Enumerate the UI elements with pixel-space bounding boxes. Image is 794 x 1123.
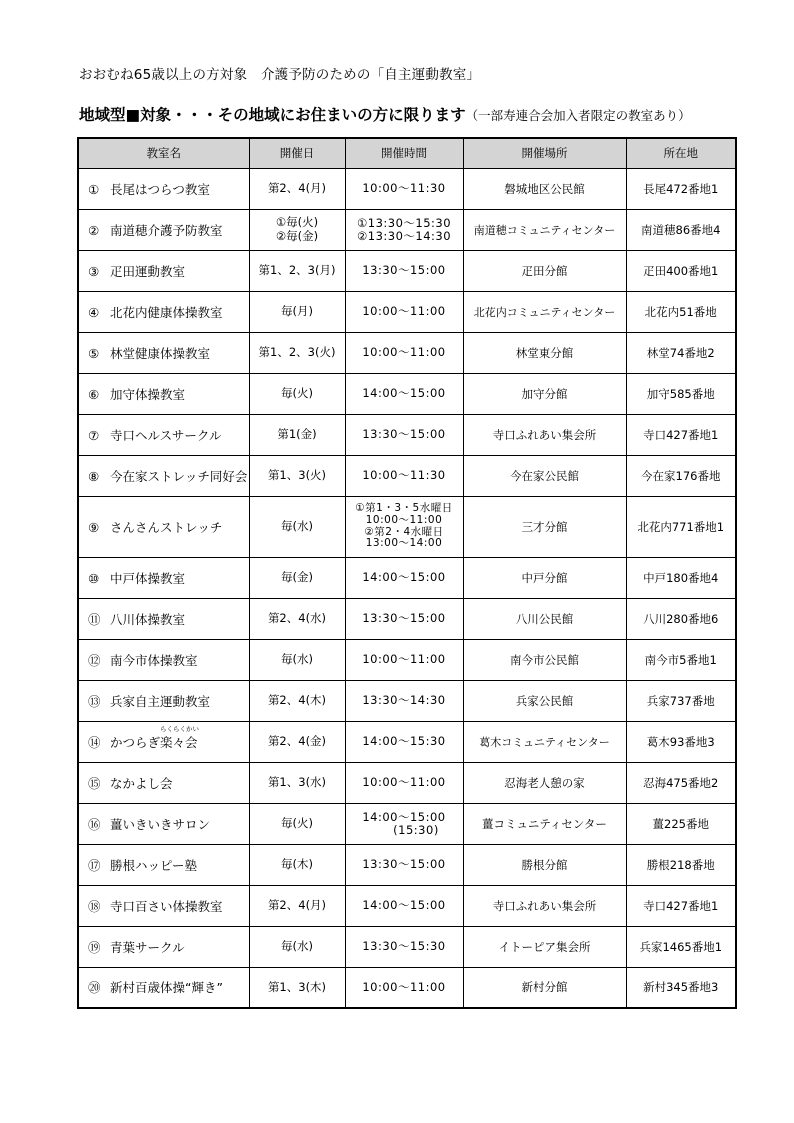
place-cell: 寺口ふれあい集会所: [463, 885, 626, 926]
class-name-cell: [78, 639, 249, 680]
ruby-reading: らくらくかい: [160, 724, 200, 733]
class-name-cell: [78, 250, 249, 291]
address-cell: 北花内51番地: [626, 291, 736, 332]
place-cell: 寺口ふれあい集会所: [463, 414, 626, 455]
day-cell: 第1、3(火): [249, 455, 345, 496]
class-name-cell: [78, 414, 249, 455]
class-name-cell: [78, 496, 249, 557]
day-cell: 毎(水): [249, 496, 345, 557]
time-cell: 13:30～15:30: [345, 926, 463, 967]
place-cell: 葛木コミュニティセンター: [463, 721, 626, 762]
table-row: [78, 496, 736, 557]
row-number: ⑳: [88, 980, 101, 996]
address-cell: 加守585番地: [626, 373, 736, 414]
table-row: [78, 680, 736, 721]
place-cell: 北花内コミュニティセンター: [463, 291, 626, 332]
time-cell: 14:00～15:00: [345, 885, 463, 926]
place-cell: 兵家公民館: [463, 680, 626, 721]
day-cell: 毎(火): [249, 803, 345, 844]
table-row: [78, 598, 736, 639]
address-cell: 寺口427番地1: [626, 885, 736, 926]
header-place: 開催場所: [463, 138, 626, 168]
place-cell: 新村分館: [463, 967, 626, 1008]
row-number: ②: [88, 222, 100, 238]
place-cell: 疋田分館: [463, 250, 626, 291]
class-name: 南道穂介護予防教室: [110, 222, 223, 238]
time-cell: 10:00～11:30: [345, 455, 463, 496]
class-name-cell: [78, 967, 249, 1008]
row-number: ⑭: [88, 734, 101, 750]
time-cell: 14:00～15:00 (15:30): [345, 803, 463, 844]
address-cell: 勝根218番地: [626, 844, 736, 885]
day-cell: 第2、4(月): [249, 885, 345, 926]
class-name-cell: [78, 291, 249, 332]
class-name: 今在家ストレッチ同好会: [110, 468, 248, 484]
row-number: ⑯: [88, 816, 101, 832]
table-row: [78, 250, 736, 291]
address-cell: 寺口427番地1: [626, 414, 736, 455]
day-cell: 毎(水): [249, 926, 345, 967]
table-row: [78, 414, 736, 455]
time-cell: 14:00～15:00: [345, 557, 463, 598]
day-cell: 第2、4(木): [249, 680, 345, 721]
row-number: ⑬: [88, 693, 101, 709]
table-row: [78, 926, 736, 967]
address-cell: 兵家1465番地1: [626, 926, 736, 967]
row-number: ⑥: [88, 386, 100, 402]
place-cell: 中戸分館: [463, 557, 626, 598]
time-cell: ①第1・3・5水曜日 10:00～11:00 ②第2・4水曜日 13:00～14:00: [345, 496, 463, 557]
class-name-cell: [78, 332, 249, 373]
time-cell: 13:30～15:00: [345, 844, 463, 885]
table-row: [78, 373, 736, 414]
address-cell: 兵家737番地: [626, 680, 736, 721]
header-address: 所在地: [626, 138, 736, 168]
day-cell: 毎(月): [249, 291, 345, 332]
place-cell: 南道穂コミュニティセンター: [463, 209, 626, 250]
page-title: おおむね65歳以上の方対象 介護予防のための「自主運動教室」: [79, 67, 481, 83]
row-number: ①: [88, 181, 100, 197]
class-name: 寺口ヘルスサークル: [110, 427, 222, 443]
table-row: [78, 291, 736, 332]
table-row: [78, 762, 736, 803]
day-cell: 第2、4(金): [249, 721, 345, 762]
time-cell: 13:30～15:00: [345, 414, 463, 455]
row-number: ③: [88, 263, 100, 279]
class-name-cell: [78, 209, 249, 250]
class-name-cell: [78, 598, 249, 639]
day-cell: 毎(金): [249, 557, 345, 598]
row-number: ④: [88, 304, 100, 320]
day-cell: 第1、2、3(月): [249, 250, 345, 291]
row-number: ⑮: [88, 775, 101, 791]
row-number: ⑱: [88, 898, 101, 914]
address-cell: 八川280番地6: [626, 598, 736, 639]
address-cell: 林堂74番地2: [626, 332, 736, 373]
class-name-cell: [78, 926, 249, 967]
row-number: ⑪: [88, 611, 101, 627]
address-cell: 忍海475番地2: [626, 762, 736, 803]
class-name: 中戸体操教室: [110, 570, 186, 586]
address-cell: 疋田400番地1: [626, 250, 736, 291]
table-row: [78, 721, 736, 762]
time-cell: 14:00～15:00: [345, 373, 463, 414]
page-subtitle: [79, 103, 691, 125]
time-cell: 10:00～11:00: [345, 762, 463, 803]
class-name: 疋田運動教室: [110, 263, 186, 279]
place-cell: 林堂東分館: [463, 332, 626, 373]
row-number: ⑰: [88, 857, 101, 873]
place-cell: 八川公民館: [463, 598, 626, 639]
class-name-cell: [78, 455, 249, 496]
time-cell: 10:00～11:00: [345, 967, 463, 1008]
class-name: 長尾はつらつ教室: [110, 181, 210, 197]
class-name-cell: [78, 803, 249, 844]
ruby-base: 楽々会: [160, 734, 198, 750]
place-cell: 勝根分館: [463, 844, 626, 885]
time-cell: 13:30～15:00: [345, 250, 463, 291]
row-number: ⑦: [88, 427, 100, 443]
row-number: ⑫: [88, 652, 101, 668]
row-number: ⑲: [88, 939, 101, 955]
time-cell: ①13:30～15:30 ②13:30～14:30: [345, 209, 463, 250]
day-cell: 毎(木): [249, 844, 345, 885]
address-cell: 薑225番地: [626, 803, 736, 844]
class-name-cell: [78, 885, 249, 926]
table-row: [78, 967, 736, 1008]
time-cell: 10:00～11:30: [345, 168, 463, 209]
class-name: 南今市体操教室: [110, 652, 198, 668]
address-cell: 今在家176番地: [626, 455, 736, 496]
place-cell: 磐城地区公民館: [463, 168, 626, 209]
subtitle-main: 地域型■対象・・・その地域にお住まいの方に限ります: [79, 106, 466, 124]
address-cell: 新村345番地3: [626, 967, 736, 1008]
table-header-row: [78, 138, 736, 168]
address-cell: 中戸180番地4: [626, 557, 736, 598]
class-name: さんさんストレッチ: [110, 519, 223, 535]
class-name: 林堂健康体操教室: [110, 345, 211, 361]
address-cell: 南道穂86番地4: [626, 209, 736, 250]
header-class-name: 教室名: [78, 138, 249, 168]
schedule-table: [77, 137, 737, 1009]
place-cell: 南今市公民館: [463, 639, 626, 680]
time-cell: 10:00～11:00: [345, 332, 463, 373]
day-cell: 毎(水): [249, 639, 345, 680]
time-cell: 10:00～11:00: [345, 639, 463, 680]
header-time: 開催時間: [345, 138, 463, 168]
time-cell: 13:30～15:00: [345, 598, 463, 639]
class-name: 寺口百さい体操教室: [110, 898, 223, 914]
place-cell: 今在家公民館: [463, 455, 626, 496]
address-cell: 葛木93番地3: [626, 721, 736, 762]
class-name: なかよし会: [110, 775, 173, 791]
day-cell: 第1、2、3(火): [249, 332, 345, 373]
time-cell: 14:00～15:30: [345, 721, 463, 762]
address-cell: 長尾472番地1: [626, 168, 736, 209]
table-row: [78, 885, 736, 926]
subtitle-note: （一部寿連合会加入者限定の教室あり）: [465, 108, 691, 123]
class-name: 北花内健康体操教室: [110, 304, 223, 320]
day-cell: 第2、4(水): [249, 598, 345, 639]
row-number: ⑧: [88, 468, 100, 484]
class-name-prefix: かつらぎ: [110, 734, 161, 750]
day-cell: 第2、4(月): [249, 168, 345, 209]
table-row: [78, 455, 736, 496]
class-name: 青葉サークル: [110, 939, 185, 955]
day-cell: 第1、3(木): [249, 967, 345, 1008]
address-cell: 北花内771番地1: [626, 496, 736, 557]
class-name: 加守体操教室: [110, 386, 186, 402]
table-row: [78, 332, 736, 373]
place-cell: 薑コミュニティセンター: [463, 803, 626, 844]
table-row: [78, 168, 736, 209]
place-cell: 三才分館: [463, 496, 626, 557]
place-cell: イトーピア集会所: [463, 926, 626, 967]
class-name: 新村百歳体操“輝き”: [110, 980, 223, 996]
class-name-cell: [78, 680, 249, 721]
class-name-cell: [78, 762, 249, 803]
class-name-cell: [78, 168, 249, 209]
place-cell: 忍海老人憩の家: [463, 762, 626, 803]
class-name-cell: [78, 844, 249, 885]
table-row: [78, 639, 736, 680]
table-row: [78, 209, 736, 250]
place-cell: 加守分館: [463, 373, 626, 414]
class-name: 八川体操教室: [110, 611, 186, 627]
class-name: 薑いきいきサロン: [110, 816, 211, 832]
table-row: [78, 557, 736, 598]
day-cell: ①毎(火) ②毎(金): [249, 209, 345, 250]
table-row: [78, 844, 736, 885]
time-cell: 13:30～14:30: [345, 680, 463, 721]
row-number: ⑩: [88, 570, 100, 586]
class-name: 兵家自主運動教室: [110, 693, 211, 709]
class-name-cell: [78, 557, 249, 598]
day-cell: 第1(金): [249, 414, 345, 455]
table-row: [78, 803, 736, 844]
class-name-ruby: [160, 724, 200, 751]
row-number: ⑨: [88, 519, 100, 535]
address-cell: 南今市5番地1: [626, 639, 736, 680]
class-name: 勝根ハッピー塾: [110, 857, 198, 873]
row-number: ⑤: [88, 345, 100, 361]
class-name-cell: [78, 721, 249, 762]
header-day: 開催日: [249, 138, 345, 168]
day-cell: 毎(火): [249, 373, 345, 414]
time-cell: 10:00～11:00: [345, 291, 463, 332]
day-cell: 第1、3(水): [249, 762, 345, 803]
class-name-cell: [78, 373, 249, 414]
